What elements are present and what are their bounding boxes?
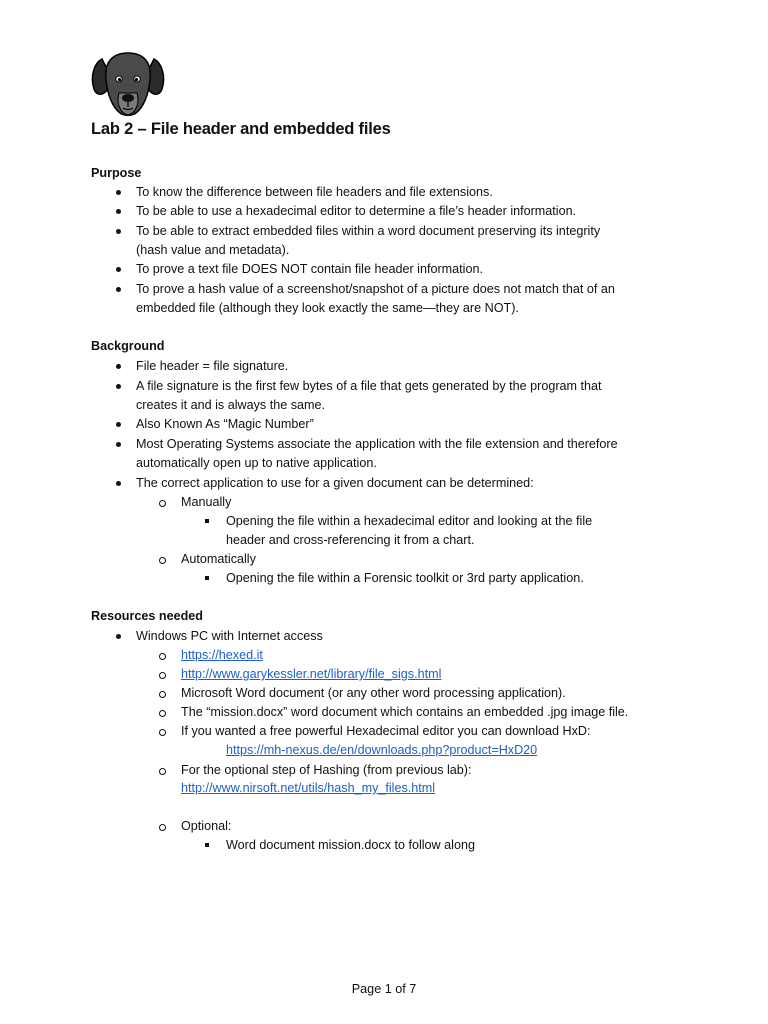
bullet-square-icon <box>205 519 209 523</box>
bullet-circle-icon <box>159 710 166 717</box>
resources-subitem: Optional: <box>181 819 232 833</box>
background-item-continued: creates it and is always the same. <box>136 398 325 412</box>
bullet-dot-icon <box>116 442 121 447</box>
background-subsubitem: Opening the file within a Forensic toolkit or 3rd party application. <box>226 571 584 585</box>
bullet-dot-icon <box>116 229 121 234</box>
background-subsubitem-continued: header and cross-referencing it from a chart. <box>226 533 475 547</box>
bullet-circle-icon <box>159 729 166 736</box>
link-garykessler[interactable]: http://www.garykessler.net/library/file_sigs.html <box>181 667 442 681</box>
background-subitem: Automatically <box>181 552 256 566</box>
bullet-circle-icon <box>159 824 166 831</box>
link-nirsoft[interactable]: http://www.nirsoft.net/utils/hash_my_files.html <box>181 781 436 795</box>
page-number: Page 1 of 7 <box>351 982 417 996</box>
purpose-item: To prove a text file DOES NOT contain file header information. <box>136 262 483 276</box>
bullet-dot-icon <box>116 209 121 214</box>
bullet-square-icon <box>205 843 209 847</box>
resources-subitem: For the optional step of Hashing (from previous lab): <box>181 763 472 777</box>
purpose-item: To know the difference between file headers and file extensions. <box>136 185 493 199</box>
bullet-circle-icon <box>159 653 166 660</box>
background-item: A file signature is the first few bytes of a file that gets generated by the program that <box>136 379 602 393</box>
bullet-circle-icon <box>159 672 166 679</box>
link-hxd[interactable]: https://mh-nexus.de/en/downloads.php?product=HxD20 <box>226 743 538 757</box>
resources-heading: Resources needed <box>91 609 203 623</box>
bullet-circle-icon <box>159 768 166 775</box>
bullet-square-icon <box>205 576 209 580</box>
background-item: File header = file signature. <box>136 359 289 373</box>
link-hexed[interactable]: https://hexed.it <box>181 648 263 662</box>
bullet-circle-icon <box>159 500 166 507</box>
bullet-circle-icon <box>159 557 166 564</box>
bullet-dot-icon <box>116 422 121 427</box>
purpose-item: To prove a hash value of a screenshot/snapshot of a picture does not match that of an <box>136 282 615 296</box>
bullet-dot-icon <box>116 267 121 272</box>
bullet-circle-icon <box>159 691 166 698</box>
purpose-item-continued: embedded file (although they look exactly the same—they are NOT). <box>136 301 519 315</box>
resources-subitem: Microsoft Word document (or any other word processing application). <box>181 686 566 700</box>
resources-item: Windows PC with Internet access <box>136 629 323 643</box>
bullet-dot-icon <box>116 384 121 389</box>
bullet-dot-icon <box>116 481 121 486</box>
bullet-dot-icon <box>116 190 121 195</box>
resources-subitem: If you wanted a free powerful Hexadecimal editor you can download HxD: <box>181 724 591 738</box>
dog-head-icon <box>88 49 168 121</box>
background-subsubitem: Opening the file within a hexadecimal editor and looking at the file <box>226 514 593 528</box>
background-item-continued: automatically open up to native application. <box>136 456 377 470</box>
bullet-dot-icon <box>116 287 121 292</box>
page-title: Lab 2 – File header and embedded files <box>91 120 391 138</box>
background-item: The correct application to use for a given document can be determined: <box>136 476 534 490</box>
purpose-item: To be able to extract embedded files within a word document preserving its integrity <box>136 224 601 238</box>
background-subitem: Manually <box>181 495 232 509</box>
bullet-dot-icon <box>116 364 121 369</box>
background-item: Also Known As “Magic Number” <box>136 417 314 431</box>
purpose-item-continued: (hash value and metadata). <box>136 243 290 257</box>
background-item: Most Operating Systems associate the application with the file extension and therefore <box>136 437 618 451</box>
background-heading: Background <box>91 339 165 353</box>
resources-subitem: The “mission.docx” word document which contains an embedded .jpg image file. <box>181 705 629 719</box>
purpose-item: To be able to use a hexadecimal editor to determine a file’s header information. <box>136 204 577 218</box>
resources-subsubitem: Word document mission.docx to follow along <box>226 838 475 852</box>
bullet-dot-icon <box>116 634 121 639</box>
purpose-heading: Purpose <box>91 166 142 180</box>
